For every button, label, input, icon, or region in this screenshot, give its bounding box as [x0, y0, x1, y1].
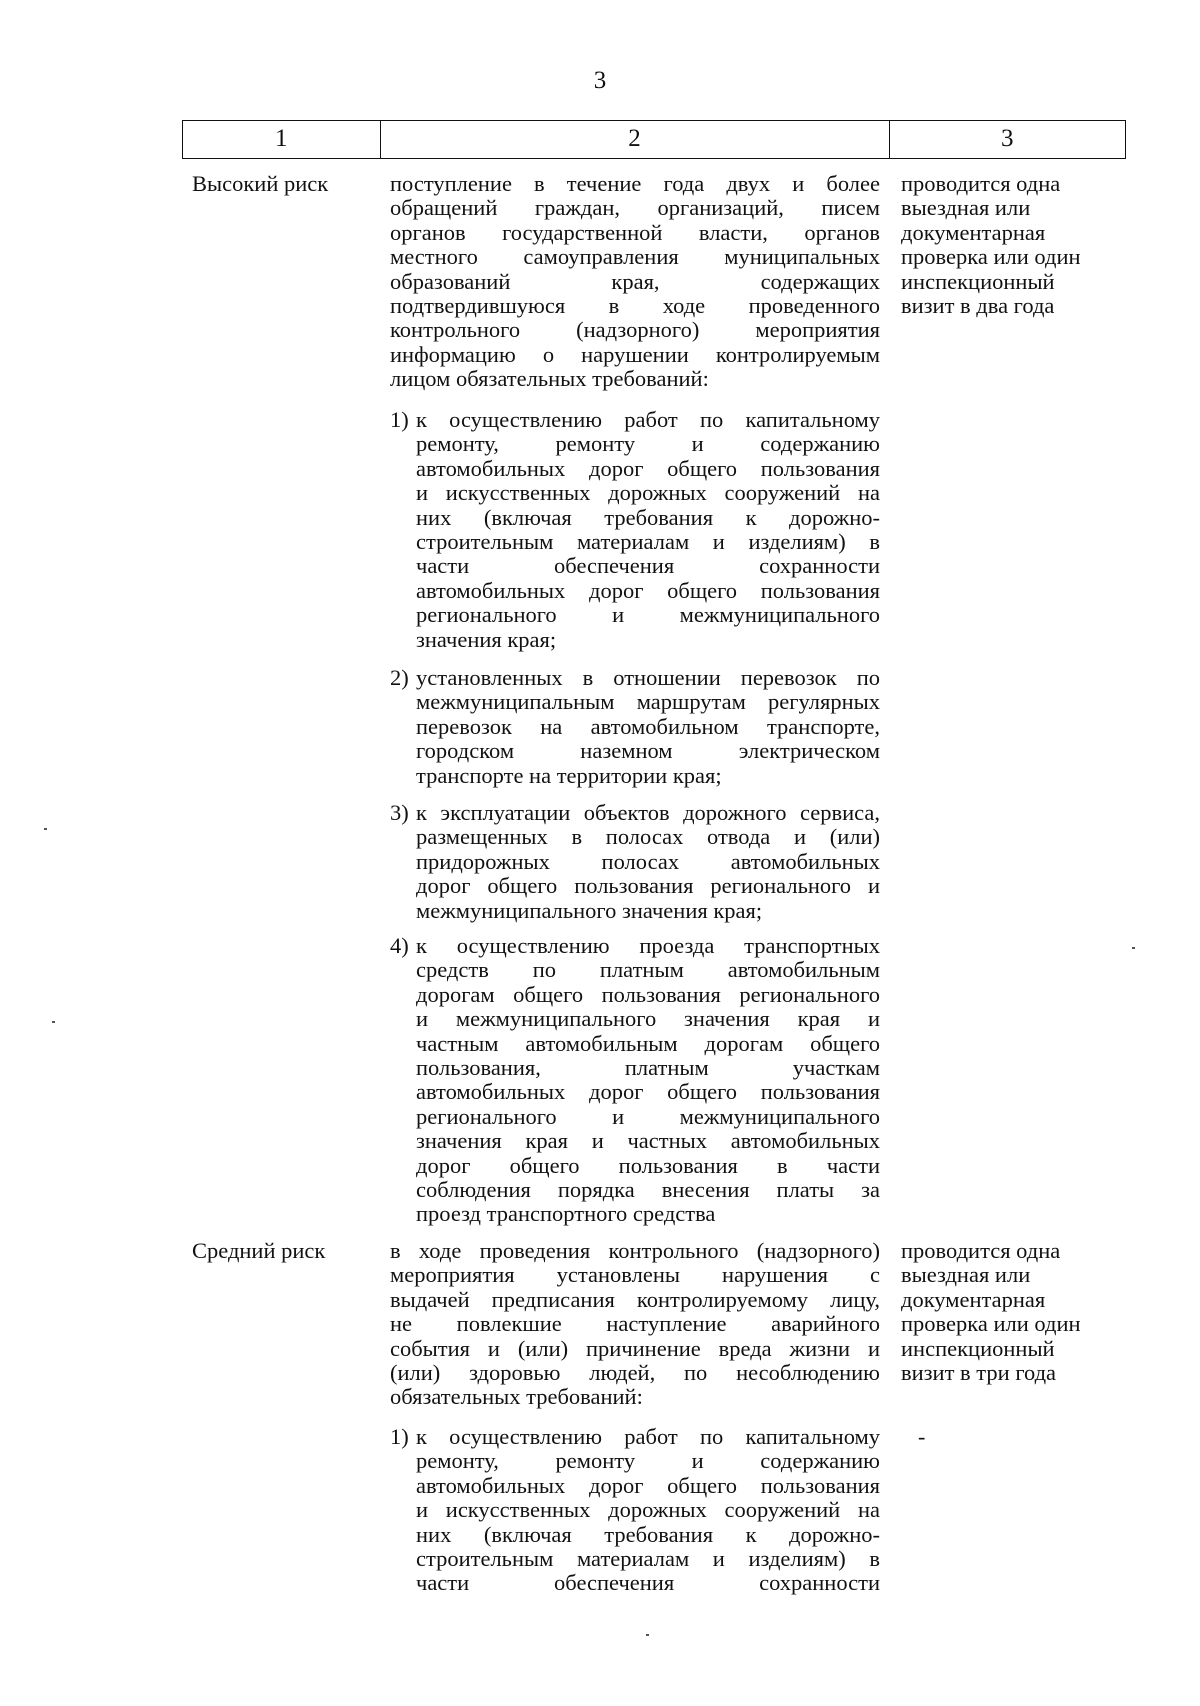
header-col-3: 3	[1001, 125, 1014, 152]
text-line: дорог общего пользования в части	[416, 1153, 880, 1178]
text-line: обращений граждан, организаций, писем	[390, 196, 880, 221]
text-line: регионального и межмуниципального	[416, 603, 880, 628]
text-line: образований края, содержащих	[390, 269, 880, 294]
medium-risk-item-1	[390, 1425, 880, 1596]
risk-label-high: Высокий риск	[192, 171, 329, 196]
text-line: в ходе проведения контрольного (надзорного)	[390, 1239, 880, 1263]
text-line: ремонту, ремонту и содержанию	[416, 1449, 880, 1474]
text-line: ремонту, ремонту и содержанию	[416, 432, 880, 457]
scan-speck	[646, 1634, 649, 1636]
text-line: (или) здоровью людей, по несоблюдению	[390, 1360, 880, 1385]
text-line: межмуниципальным маршрутам регулярных	[416, 690, 880, 715]
text-line: документарная	[901, 1286, 1046, 1312]
list-number: 3)	[390, 800, 409, 825]
scan-speck	[52, 1021, 55, 1023]
medium-risk-intro	[390, 1239, 880, 1410]
text-line: мероприятия установлены нарушения с	[390, 1263, 880, 1288]
text-line: пользования, платным участкам	[416, 1055, 880, 1080]
list-number: 4)	[390, 933, 409, 958]
list-number: 2)	[390, 665, 409, 690]
text-line: автомобильных дорог общего пользования	[416, 578, 880, 603]
text-line: и межмуниципального значения края и	[416, 1007, 880, 1032]
text-line: автомобильных дорог общего пользования	[416, 456, 880, 481]
header-col-2: 2	[381, 121, 890, 158]
text-line: выездная или	[901, 1262, 1031, 1288]
text-line: межмуниципального значения края;	[416, 898, 763, 923]
text-line: к осуществлению проезда транспортных	[416, 934, 880, 958]
risk-label-medium: Средний риск	[192, 1238, 326, 1263]
text-line: части обеспечения сохранности	[416, 554, 880, 579]
text-line: лицом обязательных требований:	[390, 367, 709, 392]
text-line: проводится одна	[901, 171, 1061, 196]
high-risk-item-4	[390, 934, 880, 1227]
text-line: дорог общего пользования регионального и	[416, 874, 880, 899]
text-line: и искусственных дорожных сооружений на	[416, 481, 880, 506]
scan-speck	[44, 828, 47, 830]
text-line: значения края;	[416, 627, 557, 652]
page-number: 3	[593, 67, 607, 94]
text-line: визит в два года	[901, 293, 1055, 319]
text-line: автомобильных дорог общего пользования	[416, 1473, 880, 1498]
text-line: контрольного (надзорного) мероприятия	[390, 318, 880, 343]
text-line: к осуществлению работ по капитальному	[416, 408, 880, 432]
high-risk-item-2	[390, 666, 880, 788]
text-line: городском наземном электрическом	[416, 739, 880, 764]
text-line: транспорте на территории края;	[416, 763, 722, 788]
text-line: значения края и частных автомобильных	[416, 1129, 880, 1154]
text-line: органов государственной власти, органов	[390, 220, 880, 245]
text-line: не повлекшие наступление аварийного	[390, 1312, 880, 1337]
text-line: установленных в отношении перевозок по	[416, 666, 880, 690]
text-line: местного самоуправления муниципальных	[390, 245, 880, 270]
text-line: регионального и межмуниципального	[416, 1104, 880, 1129]
text-line: к эксплуатации объектов дорожного сервиса,	[416, 801, 880, 825]
text-line: поступление в течение года двух и более	[390, 172, 880, 196]
text-line: обязательных требований:	[390, 1385, 643, 1410]
text-line: проезд транспортного средства	[416, 1202, 716, 1227]
text-line: строительным материалам и изделиям) в	[416, 529, 880, 554]
text-line: них (включая требования к дорожно-	[416, 505, 880, 530]
list-number: 1)	[390, 407, 409, 432]
text-line: инспекционный	[901, 268, 1055, 294]
text-line: проверка или один	[901, 1311, 1081, 1337]
text-line: выездная или	[901, 195, 1031, 221]
table-header-row	[182, 120, 1126, 159]
text-line: размещенных в полосах отвода и (или)	[416, 825, 880, 850]
text-line: частным автомобильным дорогам общего	[416, 1031, 880, 1056]
scan-speck	[1132, 947, 1135, 949]
high-risk-item-1	[390, 408, 880, 652]
text-line: проверка или один	[901, 244, 1081, 270]
text-line: придорожных полосах автомобильных	[416, 849, 880, 874]
text-line: средств по платным автомобильным	[416, 958, 880, 983]
list-number: 1)	[390, 1424, 409, 1449]
header-col-1: 1	[183, 121, 381, 158]
text-line: строительным материалам и изделиям) в	[416, 1546, 880, 1571]
medium-risk-frequency	[901, 1239, 1126, 1385]
text-line: к осуществлению работ по капитальному	[416, 1425, 880, 1449]
text-line: соблюдения порядка внесения платы за	[416, 1177, 880, 1202]
text-line: информацию о нарушении контролируемым	[390, 342, 880, 367]
text-line: визит в три года	[901, 1360, 1057, 1386]
high-risk-intro	[390, 172, 880, 392]
text-line: документарная	[901, 219, 1046, 245]
text-line: проводится одна	[901, 1238, 1061, 1263]
text-line: события и (или) причинение вреда жизни и	[390, 1336, 880, 1361]
text-line: перевозок на автомобильном транспорте,	[416, 714, 880, 739]
high-risk-frequency	[901, 172, 1126, 318]
text-line: подтвердившуюся в ходе проведенного	[390, 293, 880, 318]
high-risk-item-3	[390, 801, 880, 923]
text-line: выдачей предписания контролируемому лицу,	[390, 1287, 880, 1312]
text-line: автомобильных дорог общего пользования	[416, 1080, 880, 1105]
text-line: них (включая требования к дорожно-	[416, 1522, 880, 1547]
text-line: и искусственных дорожных сооружений на	[416, 1498, 880, 1523]
text-line: инспекционный	[901, 1335, 1055, 1361]
text-line: части обеспечения сохранности	[416, 1571, 880, 1596]
medium-risk-dash: -	[918, 1424, 926, 1449]
text-line: дорогам общего пользования регионального	[416, 982, 880, 1007]
